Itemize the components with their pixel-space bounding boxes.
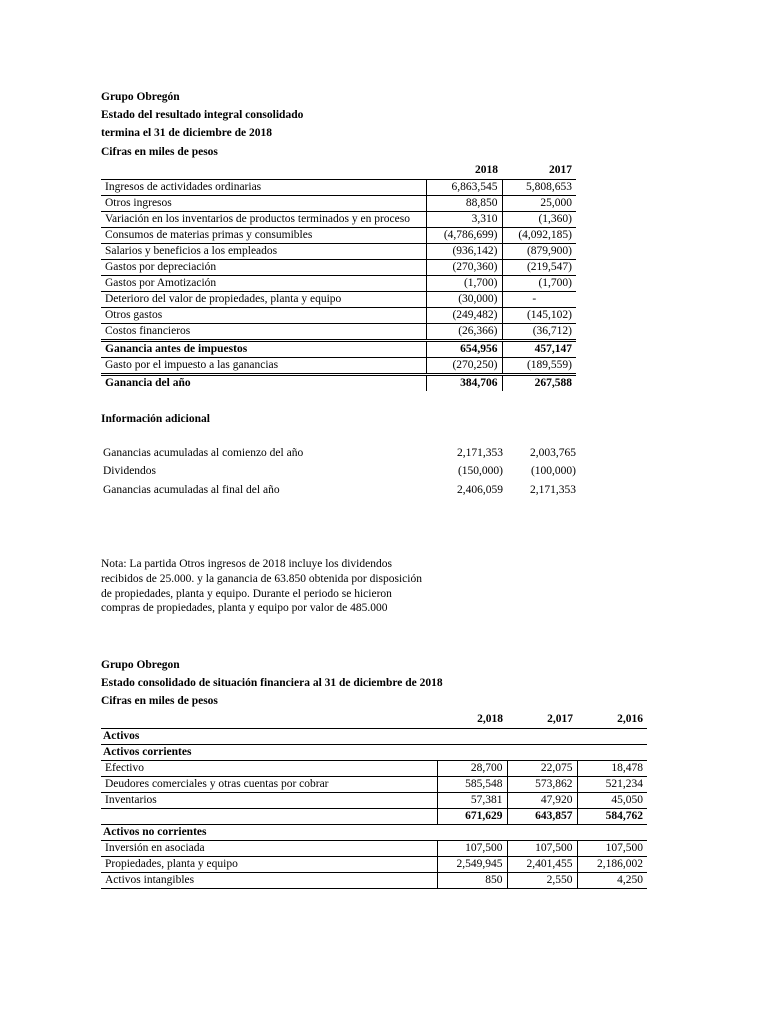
additional-info-table <box>101 445 576 501</box>
column-header-2017: 2017 <box>549 163 572 176</box>
row-value-2018: 28,700 <box>437 761 507 777</box>
row-value-2017: (36,712) <box>532 324 572 337</box>
row-value-2017: 573,862 <box>507 777 577 793</box>
row-value-2016: 18,478 <box>577 761 647 777</box>
table-row <box>101 291 576 307</box>
row-value-2017: 107,500 <box>507 841 577 857</box>
row-value-2018: (270,250) <box>426 357 502 374</box>
group-header-row <box>101 729 647 745</box>
statement-units: Cifras en miles de pesos <box>101 145 218 158</box>
table-row <box>101 873 647 889</box>
list-item <box>101 445 576 464</box>
table-row-total <box>101 374 576 391</box>
row-label <box>101 809 437 825</box>
row-value-2017: 2,003,765 <box>530 446 576 459</box>
row-value-2018: 2,171,353 <box>457 446 503 459</box>
row-value-2017: 47,920 <box>507 793 577 809</box>
table-row <box>101 793 647 809</box>
table-row <box>101 841 647 857</box>
row-value-2018: 2,406,059 <box>457 483 503 496</box>
row-value-2018: (30,000) <box>426 291 502 307</box>
row-value-2018: 671,629 <box>437 809 507 825</box>
row-value-2018: (936,142) <box>426 243 502 259</box>
row-label: Ganancias acumuladas al comienzo del año <box>103 446 304 459</box>
row-value-2018: (249,482) <box>426 307 502 323</box>
row-value-2017: 2,401,455 <box>507 857 577 873</box>
row-value-2018: 850 <box>437 873 507 889</box>
row-label: Efectivo <box>101 761 437 777</box>
row-label: Salarios y beneficios a los empleados <box>101 243 426 259</box>
row-label: Gasto por el impuesto a las ganancias <box>105 358 279 371</box>
income-statement-header <box>101 0 667 161</box>
row-value-2018: 2,549,945 <box>437 857 507 873</box>
row-value-2018: 57,381 <box>437 793 507 809</box>
balance-sheet-header <box>101 656 667 711</box>
table-row <box>101 777 647 793</box>
row-label: Gastos por Amotización <box>101 275 426 291</box>
row-value-2017: 25,000 <box>502 195 576 211</box>
row-value-2018: 107,500 <box>437 841 507 857</box>
row-value-2018: (4,786,699) <box>426 227 502 243</box>
row-value-2017: 22,075 <box>507 761 577 777</box>
table-row <box>101 195 576 211</box>
income-statement-table <box>101 163 576 391</box>
row-value-2017: - <box>502 291 576 307</box>
list-item <box>101 482 576 501</box>
row-value-2018: 3,310 <box>426 211 502 227</box>
row-value-2017: (4,092,185) <box>502 227 576 243</box>
row-label: Dividendos <box>103 465 157 478</box>
row-value-2017: 267,588 <box>502 374 576 391</box>
row-value-2017: (189,559) <box>526 358 572 371</box>
table-row-total <box>101 340 576 357</box>
row-label: Deterioro del valor de propiedades, planta y equipo <box>101 291 426 307</box>
row-value-2016: 107,500 <box>577 841 647 857</box>
list-item <box>101 463 576 482</box>
row-value-2018: (270,360) <box>426 259 502 275</box>
row-value-2017: (1,700) <box>502 275 576 291</box>
column-header-row <box>101 712 647 729</box>
column-header-2017: 2,017 <box>547 713 573 726</box>
row-value-2017: 2,171,353 <box>530 483 576 496</box>
row-value-2016: 45,050 <box>577 793 647 809</box>
table-row <box>101 357 576 374</box>
statement-units-2: Cifras en miles de pesos <box>101 695 218 708</box>
row-label: Activos intangibles <box>101 873 437 889</box>
row-value-2017: 457,147 <box>502 340 576 357</box>
row-value-2018: 88,850 <box>426 195 502 211</box>
row-label: Ganancias acumuladas al final del año <box>103 483 280 496</box>
table-row <box>101 179 576 195</box>
group-label: Activos corrientes <box>101 745 647 761</box>
group-label: Activos no corrientes <box>101 825 647 841</box>
statement-title-2: Estado consolidado de situación financiera al 31 de diciembre de 2018 <box>101 676 443 689</box>
balance-sheet-table <box>101 712 647 889</box>
group-header-row <box>101 745 647 761</box>
row-value-2016: 4,250 <box>577 873 647 889</box>
table-row <box>101 323 576 340</box>
row-label: Otros ingresos <box>101 195 426 211</box>
column-header-2016: 2,016 <box>617 713 643 726</box>
row-label: Ganancia antes de impuestos <box>101 340 426 357</box>
row-value-2017: (145,102) <box>502 307 576 323</box>
row-value-2018: (26,366) <box>426 323 502 340</box>
row-label: Gastos por depreciación <box>101 259 426 275</box>
row-value-2017: 643,857 <box>507 809 577 825</box>
row-value-2018: (150,000) <box>457 465 503 478</box>
row-value-2018: (1,700) <box>426 275 502 291</box>
row-label: Inventarios <box>101 793 437 809</box>
table-row <box>101 259 576 275</box>
row-value-2018: 384,706 <box>426 374 502 391</box>
row-value-2017: (879,900) <box>502 243 576 259</box>
row-label: Ganancia del año <box>101 374 426 391</box>
row-value-2018: 6,863,545 <box>426 179 502 195</box>
table-row <box>101 243 576 259</box>
note-paragraph: Nota: La partida Otros ingresos de 2018 incluye los dividendos recibidos de 25.000. y la ganancia de 63.850 obtenida por disposición de propiedades, planta y equipo. Durante el periodo se hicieron compras de propiedades, planta y equipo por valor de 485.000 <box>101 558 422 615</box>
statement-title: Estado del resultado integral consolidado <box>101 109 304 122</box>
row-value-2017: (1,360) <box>502 211 576 227</box>
group-header-row <box>101 825 647 841</box>
row-value-2016: 584,762 <box>577 809 647 825</box>
column-header-2018: 2018 <box>475 163 498 176</box>
group-label: Activos <box>101 729 647 745</box>
additional-info-title: Información adicional <box>101 412 210 425</box>
table-row <box>101 307 576 323</box>
statement-period: termina el 31 de diciembre de 2018 <box>101 127 272 140</box>
row-value-2017: (100,000) <box>530 465 576 478</box>
table-row <box>101 275 576 291</box>
column-header-2018: 2,018 <box>477 713 503 726</box>
row-label: Inversión en asociada <box>101 841 437 857</box>
row-value-2016: 521,234 <box>577 777 647 793</box>
table-row-subtotal <box>101 809 647 825</box>
row-label: Otros gastos <box>101 307 426 323</box>
table-row <box>101 211 576 227</box>
table-row <box>101 227 576 243</box>
table-row <box>101 761 647 777</box>
row-value-2018: 585,548 <box>437 777 507 793</box>
row-label: Ingresos de actividades ordinarias <box>101 179 426 195</box>
column-header-row <box>101 163 576 180</box>
row-value-2017: 5,808,653 <box>502 179 576 195</box>
row-label: Variación en los inventarios de productos terminados y en proceso <box>101 211 426 227</box>
company-name: Grupo Obregón <box>101 91 180 103</box>
row-value-2018: 654,956 <box>426 340 502 357</box>
row-value-2017: 2,550 <box>507 873 577 889</box>
row-label: Consumos de materias primas y consumibles <box>101 227 426 243</box>
row-label: Deudores comerciales y otras cuentas por cobrar <box>101 777 437 793</box>
row-value-2017: (219,547) <box>502 259 576 275</box>
table-row <box>101 857 647 873</box>
row-label: Propiedades, planta y equipo <box>101 857 437 873</box>
document-page <box>101 0 667 889</box>
row-label: Costos financieros <box>105 324 191 337</box>
company-name-2: Grupo Obregon <box>101 658 180 671</box>
row-value-2016: 2,186,002 <box>577 857 647 873</box>
